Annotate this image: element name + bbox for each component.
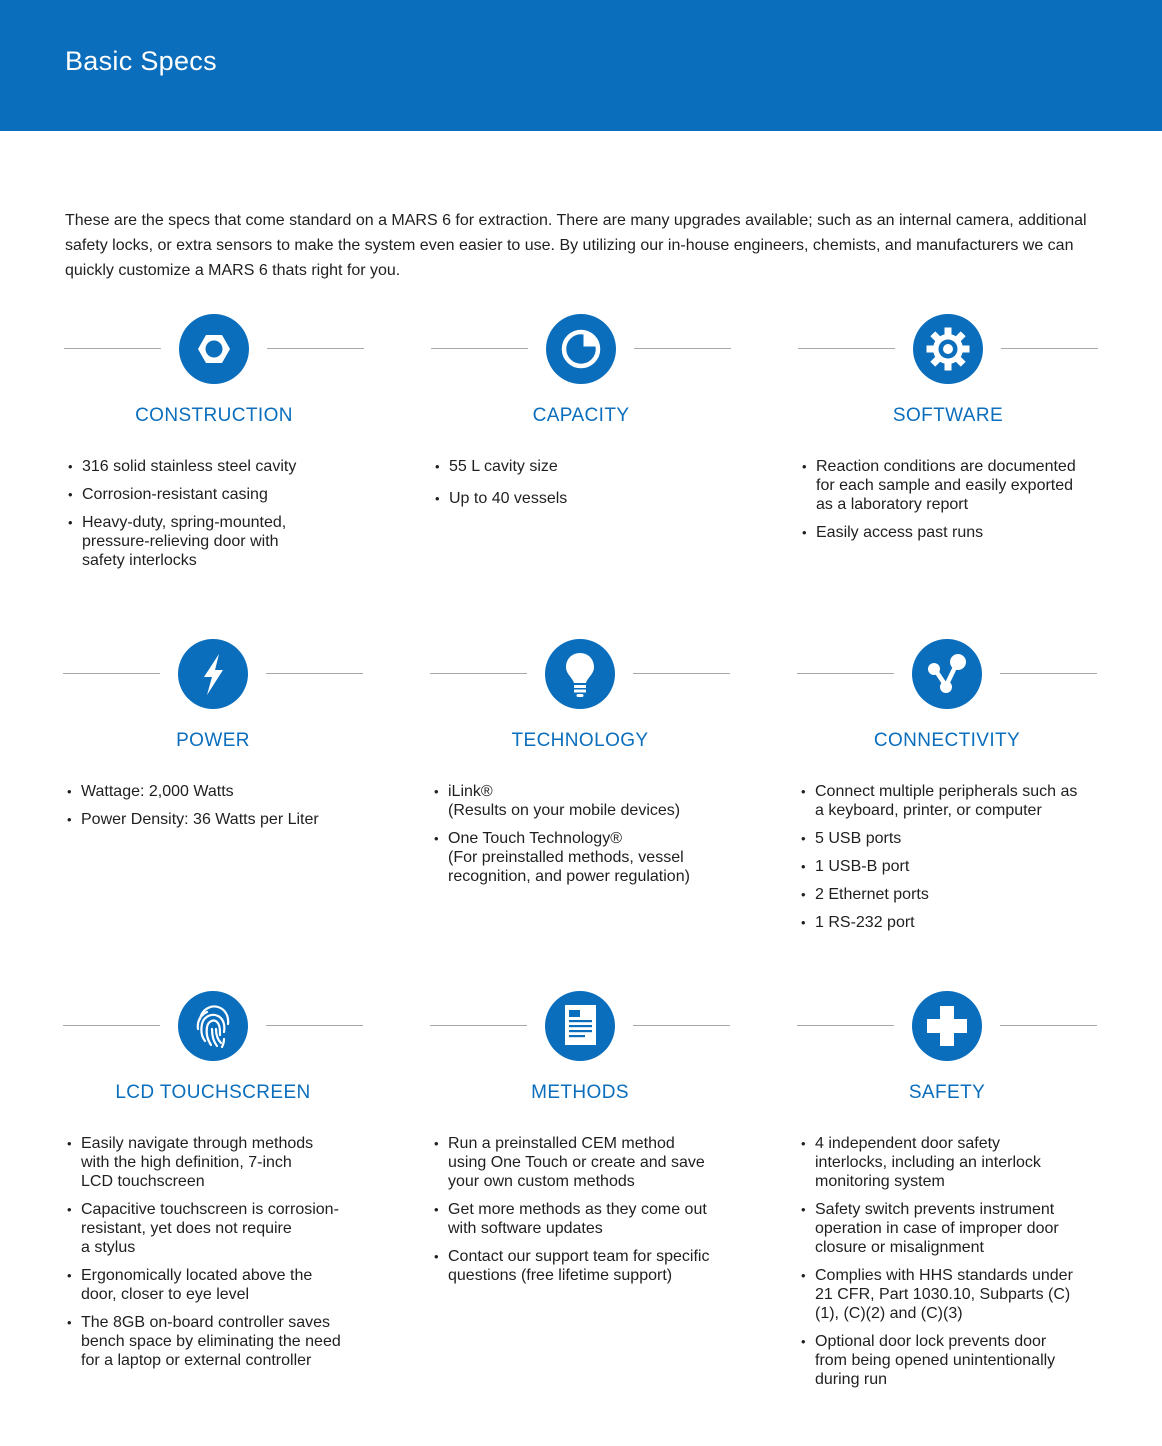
divider xyxy=(430,1025,527,1026)
list-item: • 55 L cavity size xyxy=(431,457,731,476)
spec-bullet-list xyxy=(431,457,731,508)
list-item: • 316 solid stainless steel cavity xyxy=(64,457,364,476)
spec-title: POWER xyxy=(176,730,250,751)
spec-title: CONSTRUCTION xyxy=(135,405,293,426)
list-item: • Safety switch prevents instrument operation in case of improper door closure or misalignment xyxy=(797,1200,1097,1257)
intro-paragraph: These are the specs that come standard on a MARS 6 for extraction. There are many upgrades available; such as an internal camera, additional safety locks, or extra sensors to make the system even easier to use. By utilizing our in-house engineers, chemists, and manufacturers we can quickly customize a MARS 6 thats right for you. xyxy=(65,212,1087,279)
spec-title: SAFETY xyxy=(908,1082,986,1103)
list-item: • Connect multiple peripherals such as a keyboard, printer, or computer xyxy=(797,782,1097,820)
divider xyxy=(430,673,527,674)
divider xyxy=(266,673,363,674)
list-item: • 1 RS-232 port xyxy=(797,913,1097,932)
divider xyxy=(1000,1025,1097,1026)
gear-icon xyxy=(913,314,983,384)
spec-title: TECHNOLOGY xyxy=(511,730,649,751)
list-item: • Contact our support team for specific questions (free lifetime support) xyxy=(430,1247,730,1285)
divider xyxy=(798,348,895,349)
list-item: • Corrosion-resistant casing xyxy=(64,485,364,504)
list-item: • Capacitive touchscreen is corrosion- resistant, yet does not require a stylus xyxy=(63,1200,363,1257)
list-item: • Easily navigate through methods with the high definition, 7-inch LCD touchscreen xyxy=(63,1134,363,1191)
divider xyxy=(63,673,160,674)
divider xyxy=(64,348,161,349)
list-item: • 4 independent door safety interlocks, including an interlock monitoring system xyxy=(797,1134,1097,1191)
list-item: • Ergonomically located above the door, closer to eye level xyxy=(63,1266,363,1304)
divider xyxy=(633,1025,730,1026)
divider xyxy=(266,1025,363,1026)
lightbulb-icon xyxy=(545,639,615,709)
divider xyxy=(633,673,730,674)
spec-technology xyxy=(430,639,730,895)
divider xyxy=(1000,673,1097,674)
fingerprint-icon xyxy=(178,991,248,1061)
list-item: • 2 Ethernet ports xyxy=(797,885,1097,904)
spec-bullet-list xyxy=(430,1134,730,1285)
list-item: • 5 USB ports xyxy=(797,829,1097,848)
list-item: • Get more methods as they come out with software updates xyxy=(430,1200,730,1238)
medical-cross-icon xyxy=(912,991,982,1061)
lightning-icon xyxy=(178,639,248,709)
pie-chart-icon xyxy=(546,314,616,384)
page-title: Basic Specs xyxy=(65,46,217,76)
list-item: • Complies with HHS standards under 21 CFR, Part 1030.10, Subparts (C) (1), (C)(2) and (C)(3) xyxy=(797,1266,1097,1323)
spec-bullet-list xyxy=(797,782,1097,932)
spec-bullet-list xyxy=(63,1134,363,1370)
list-item: • Power Density: 36 Watts per Liter xyxy=(63,810,363,829)
list-item: • One Touch Technology® (For preinstalled methods, vessel recognition, and power regulation) xyxy=(430,829,730,886)
spec-software xyxy=(798,314,1098,551)
spec-bullet-list xyxy=(64,457,364,570)
divider xyxy=(431,348,528,349)
spec-bullet-list xyxy=(63,782,363,829)
list-item: • The 8GB on-board controller saves bench space by eliminating the need for a laptop or external controller xyxy=(63,1313,363,1370)
spec-safety xyxy=(797,991,1097,1398)
spec-connectivity xyxy=(797,639,1097,941)
list-item: • Easily access past runs xyxy=(798,523,1098,542)
spec-title: CAPACITY xyxy=(532,405,630,426)
spec-title: SOFTWARE xyxy=(892,405,1004,426)
spec-bullet-list xyxy=(430,782,730,886)
divider xyxy=(267,348,364,349)
list-item: • 1 USB-B port xyxy=(797,857,1097,876)
spec-lcd-touchscreen xyxy=(63,991,363,1379)
divider xyxy=(634,348,731,349)
spec-methods xyxy=(430,991,730,1294)
spec-title: METHODS xyxy=(531,1082,629,1103)
list-item: • Optional door lock prevents door from being opened unintentionally during run xyxy=(797,1332,1097,1389)
divider xyxy=(1001,348,1098,349)
spec-capacity xyxy=(431,314,731,517)
spec-bullet-list xyxy=(798,457,1098,542)
spec-title: LCD TOUCHSCREEN xyxy=(115,1082,311,1103)
hex-nut-icon xyxy=(179,314,249,384)
list-item: • Wattage: 2,000 Watts xyxy=(63,782,363,801)
divider xyxy=(797,673,894,674)
spec-power xyxy=(63,639,363,838)
list-item: • Heavy-duty, spring-mounted, pressure-relieving door with safety interlocks xyxy=(64,513,364,570)
list-item: • Up to 40 vessels xyxy=(431,489,731,508)
header-banner xyxy=(0,0,1162,131)
document-icon xyxy=(545,991,615,1061)
spec-construction xyxy=(64,314,364,579)
list-item: • iLink® (Results on your mobile devices) xyxy=(430,782,730,820)
divider xyxy=(797,1025,894,1026)
list-item: • Run a preinstalled CEM method using One Touch or create and save your own custom methods xyxy=(430,1134,730,1191)
spec-bullet-list xyxy=(797,1134,1097,1389)
network-nodes-icon xyxy=(912,639,982,709)
list-item: • Reaction conditions are documented for each sample and easily exported as a laboratory report xyxy=(798,457,1098,514)
spec-title: CONNECTIVITY xyxy=(873,730,1021,751)
divider xyxy=(63,1025,160,1026)
